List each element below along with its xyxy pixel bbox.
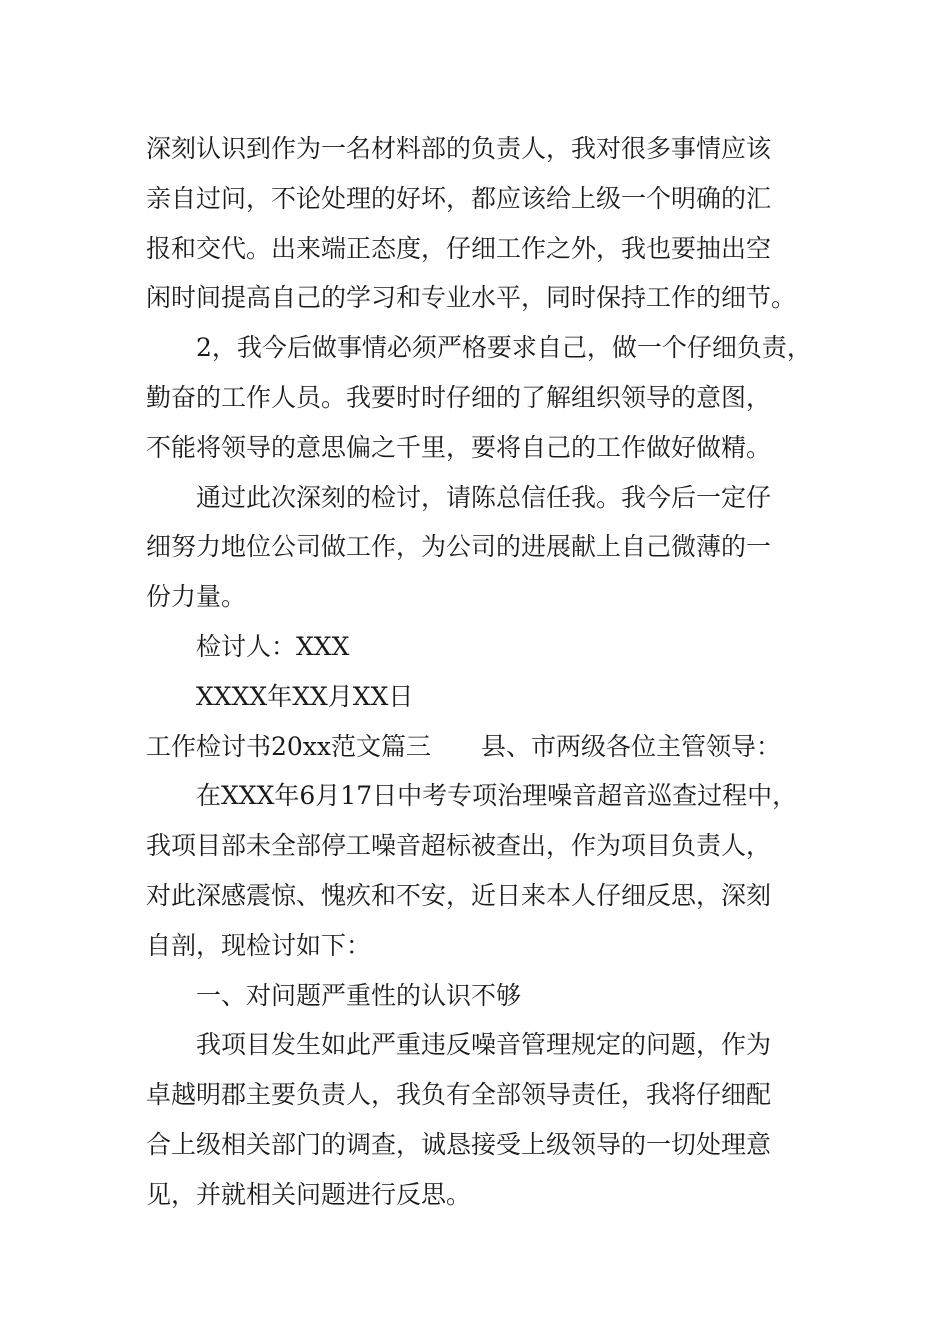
text-line: 细努力地位公司做工作，为公司的进展献上自己微薄的一 bbox=[146, 532, 772, 562]
text-line: 自剖，现检讨如下： bbox=[146, 930, 372, 960]
text-line: 通过此次深刻的检讨，请陈总信任我。我今后一定仔 bbox=[196, 482, 772, 512]
text-line: 见，并就相关问题进行反思。 bbox=[146, 1179, 472, 1209]
paragraph-point-2 bbox=[146, 323, 810, 472]
text-line: 在XXX年6月17日中考专项治理噪音超音巡查过程中， bbox=[196, 781, 798, 811]
signature-author bbox=[146, 622, 810, 672]
text-line: 检讨人：XXX bbox=[196, 631, 350, 661]
text-line: 份力量。 bbox=[146, 582, 247, 612]
text-line: 报和交代。出来端正态度，仔细工作之外，我也要抽出空 bbox=[146, 233, 772, 263]
text-line: 勤奋的工作人员。我要时时仔细的了解组织领导的意图， bbox=[146, 382, 772, 412]
text-line: 我项目发生如此严重违反噪音管理规定的问题，作为 bbox=[196, 1030, 772, 1060]
section-heading bbox=[146, 722, 810, 772]
subheading-point-1 bbox=[146, 971, 810, 1021]
text-line: XXXX年XX月XX日 bbox=[196, 681, 414, 711]
text-line: 深刻认识到作为一名材料部的负责人，我对很多事情应该 bbox=[146, 134, 772, 163]
paragraph-responsibility bbox=[146, 124, 810, 323]
text-line: 2，我今后做事情必须严格要求自己，做一个仔细负责， bbox=[196, 333, 812, 363]
text-line: 闲时间提高自己的学习和专业水平，同时保持工作的细节。 bbox=[146, 283, 797, 313]
paragraph-conclusion bbox=[146, 473, 810, 622]
signature-date bbox=[146, 672, 810, 722]
text-line: 一、对问题严重性的认识不够 bbox=[196, 980, 522, 1010]
paragraph-incident bbox=[146, 771, 810, 970]
text-line: 合上级相关部门的调查，诚恳接受上级领导的一切处理意 bbox=[146, 1129, 772, 1159]
text-line: 亲自过问，不论处理的好坏，都应该给上级一个明确的汇 bbox=[146, 183, 772, 213]
text-line: 我项目部未全部停工噪音超标被查出，作为项目负责人， bbox=[146, 831, 772, 861]
paragraph-accountability bbox=[146, 1020, 810, 1219]
text-line: 卓越明郡主要负责人，我负有全部领导责任，我将仔细配 bbox=[146, 1080, 772, 1110]
text-line: 对此深感震惊、愧疚和不安，近日来本人仔细反思，深刻 bbox=[146, 880, 772, 910]
text-line: 不能将领导的意思偏之千里，要将自己的工作做好做精。 bbox=[146, 432, 772, 462]
document-body bbox=[146, 124, 810, 1220]
text-line: 工作检讨书20xx范文篇三 县、市两级各位主管领导： bbox=[146, 731, 782, 761]
